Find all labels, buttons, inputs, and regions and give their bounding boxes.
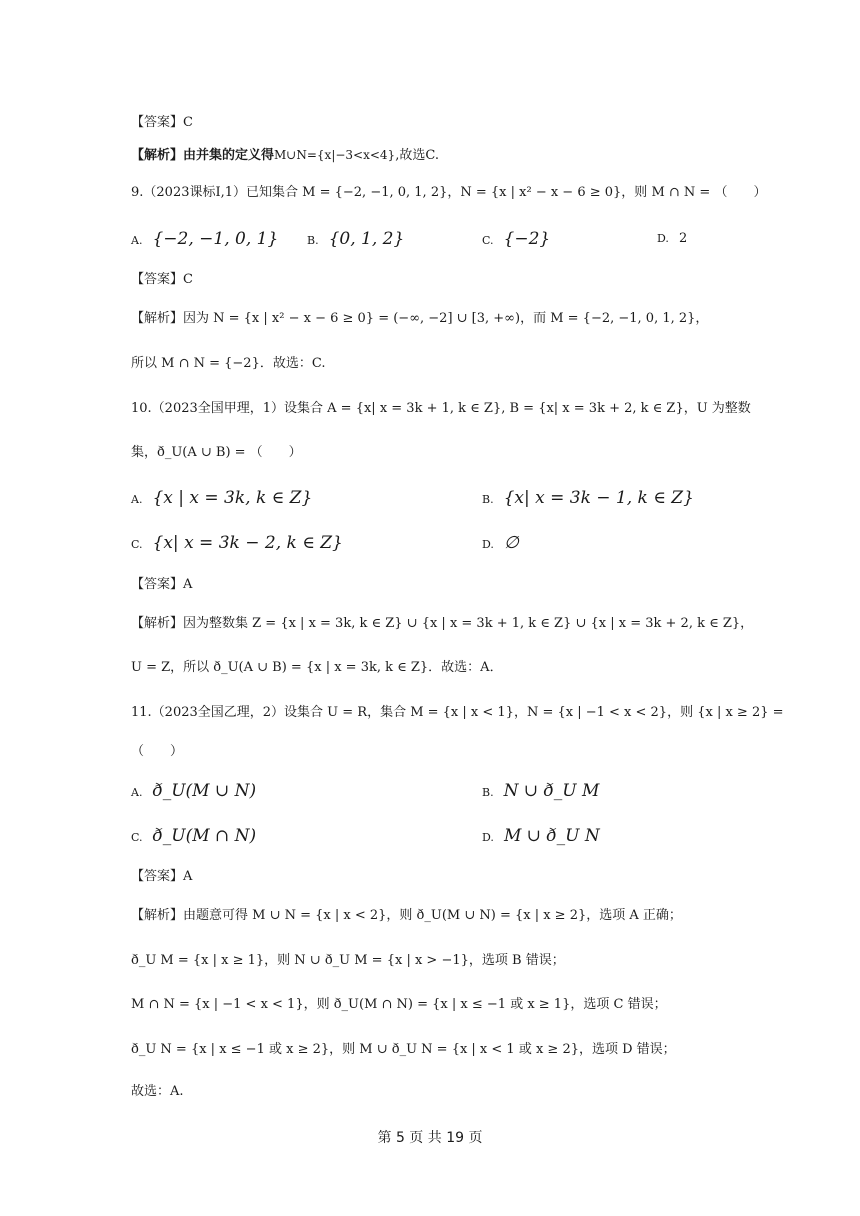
solution-line: 故选：A. [131,1084,184,1099]
question-10-cont: 集，ð_U(A ∪ B) = （ ） [131,445,302,460]
solution-line: 【解析】因为整数集 Z = {x | x = 3k, k ∈ Z} ∪ {x | x = 3k + 1, k ∈ Z} ∪ {x | x = 3k + 2, k ∈ Z}， [131,616,754,631]
q9-option-d: D. 2 [657,231,688,246]
solution-line: 【解析】由并集的定义得M∪N={x|−3<x<4},故选C. [131,148,439,163]
solution-line: 所以 M ∩ N = {−2}．故选：C. [131,356,326,371]
question-11-cont: （ ） [131,744,184,759]
q11-option-d: D. M ∪ ð_U N [482,826,600,846]
solution-line: 【解析】因为 N = {x | x² − x − 6 ≥ 0} = (−∞, −2] ∪ [3, +∞)，而 M = {−2, −1, 0, 1, 2}， [131,311,709,326]
q9-option-c: C. {−2} [482,229,551,249]
answer-line: 【答案】A [131,869,193,884]
solution-line: ð_U N = {x | x ≤ −1 或 x ≥ 2}，则 M ∪ ð_U N = {x | x < 1 或 x ≥ 2}，选项 D 错误； [131,1042,676,1057]
q10-option-a: A. {x | x = 3k, k ∈ Z} [131,488,313,508]
q10-option-c: C. {x| x = 3k − 2, k ∈ Z} [131,533,343,553]
page-number-footer: 第 5 页 共 19 页 [377,1130,483,1146]
q11-option-c: C. ð_U(M ∩ N) [131,826,257,846]
answer-line: 【答案】C [131,272,193,287]
question-9: 9.（2023课标Ⅰ,1）已知集合 M = {−2, −1, 0, 1, 2}，N = {x | x² − x − 6 ≥ 0}，则 M ∩ N = （ ） [131,185,767,200]
q11-option-a: A. ð_U(M ∪ N) [131,781,257,801]
q10-option-d: D. ∅ [482,533,519,553]
question-10: 10.（2023全国甲理，1）设集合 A = {x| x = 3k + 1, k ∈ Z}, B = {x| x = 3k + 2, k ∈ Z}，U 为整数 [131,401,751,416]
q10-option-b: B. {x| x = 3k − 1, k ∈ Z} [482,488,694,508]
solution-line: 【解析】由题意可得 M ∪ N = {x | x < 2}，则 ð_U(M ∪ N) = {x | x ≥ 2}，选项 A 正确； [131,908,682,923]
answer-line: 【答案】A [131,577,193,592]
solution-line: U = Z，所以 ð_U(A ∪ B) = {x | x = 3k, k ∈ Z}．故选：A． [131,660,503,675]
q11-option-b: B. N ∪ ð_U M [482,781,600,801]
q9-option-b: B. {0, 1, 2} [307,229,405,249]
solution-line: ð_U M = {x | x ≥ 1}，则 N ∪ ð_U M = {x | x > −1}，选项 B 错误； [131,953,565,968]
q9-option-a: A. {−2, −1, 0, 1} [131,229,279,249]
question-11: 11.（2023全国乙理，2）设集合 U = R，集合 M = {x | x < 1}，N = {x | −1 < x < 2}，则 {x | x ≥ 2} = [131,705,784,720]
solution-line: M ∩ N = {x | −1 < x < 1}，则 ð_U(M ∩ N) = {x | x ≤ −1 或 x ≥ 1}，选项 C 错误； [131,997,667,1012]
answer-line: 【答案】C [131,115,193,130]
